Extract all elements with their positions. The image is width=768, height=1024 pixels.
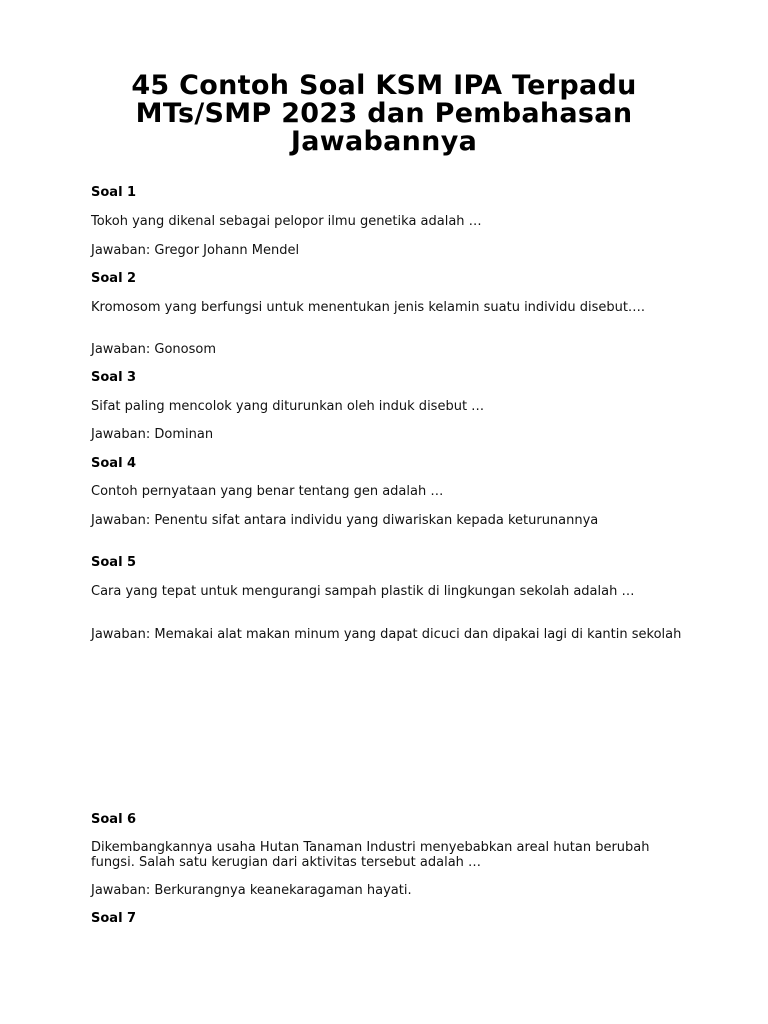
question-heading: Soal 2 [91, 271, 137, 286]
question-text: Cara yang tepat untuk mengurangi sampah plastik di lingkungan sekolah adalah … [91, 584, 635, 599]
question-heading: Soal 3 [91, 370, 137, 385]
document-title: 45 Contoh Soal KSM IPA Terpadu MTs/SMP 2023 dan Pembahasan Jawabannya [131, 70, 637, 157]
question-text: Dikembangkannya usaha Hutan Tanaman Industri menyebabkan areal hutan berubah fungsi. Salah satu kerugian dari aktivitas tersebut adalah … [91, 840, 650, 870]
question-heading: Soal 7 [91, 911, 137, 926]
question-heading: Soal 6 [91, 812, 137, 827]
answer-text: Jawaban: Berkurangnya keanekaragaman hayati. [91, 883, 412, 898]
question-text: Contoh pernyataan yang benar tentang gen adalah … [91, 484, 444, 499]
answer-text: Jawaban: Gonosom [91, 342, 216, 357]
question-text: Sifat paling mencolok yang diturunkan oleh induk disebut … [91, 399, 485, 414]
question-heading: Soal 1 [91, 185, 137, 200]
question-heading: Soal 4 [91, 456, 137, 471]
question-text: Tokoh yang dikenal sebagai pelopor ilmu genetika adalah … [91, 214, 482, 229]
answer-text: Jawaban: Gregor Johann Mendel [91, 243, 300, 258]
answer-text: Jawaban: Memakai alat makan minum yang dapat dicuci dan dipakai lagi di kantin sekolah [91, 627, 682, 642]
question-heading: Soal 5 [91, 555, 137, 570]
question-text: Kromosom yang berfungsi untuk menentukan jenis kelamin suatu individu disebut…. [91, 300, 646, 315]
answer-text: Jawaban: Dominan [91, 427, 214, 442]
answer-text: Jawaban: Penentu sifat antara individu yang diwariskan kepada keturunannya [91, 513, 599, 528]
